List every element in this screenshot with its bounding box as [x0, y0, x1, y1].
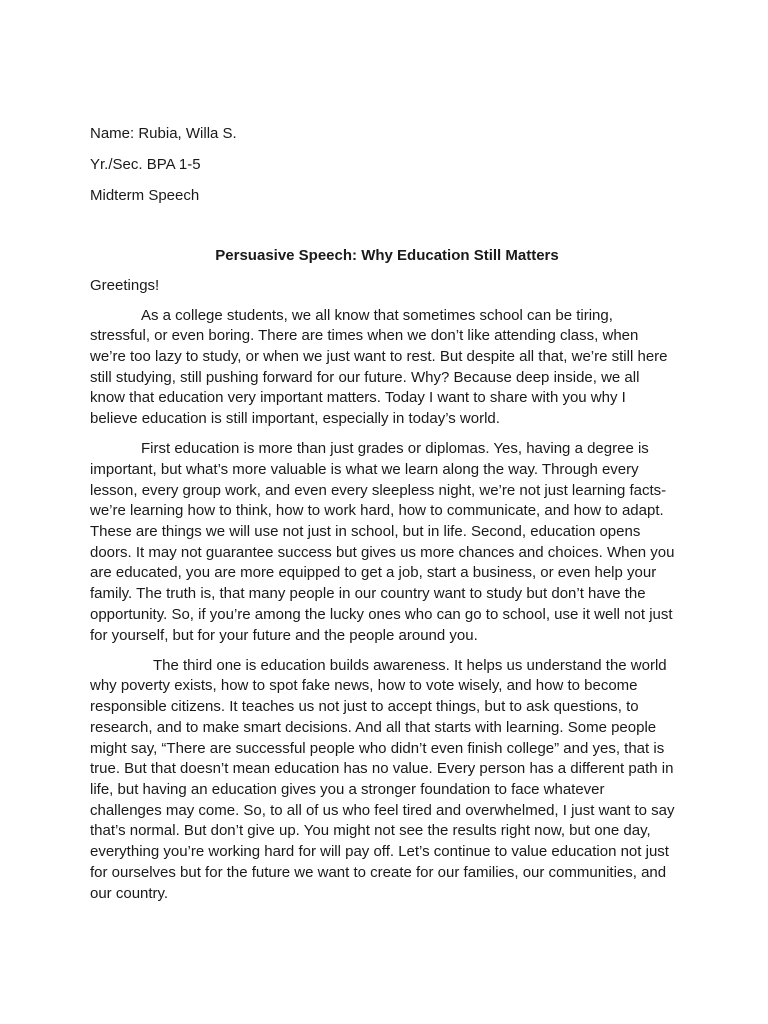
paragraph-line: The third one is education builds awareness. It helps us understand the world [153, 656, 667, 674]
document-body [90, 124, 684, 914]
paragraph-line: opportunity. So, if you’re among the lucky ones who can go to school, use it well not just [90, 605, 673, 623]
paragraph-line: These are things we will use not just in school, but in life. Second, education opens [90, 523, 641, 541]
paragraph-line: why poverty exists, how to spot fake news, how to vote wisely, and how to become [90, 677, 638, 695]
paragraph-line: might say, “There are successful people who didn’t even finish college” and yes, that is [90, 739, 665, 757]
paragraph-line: our country. [90, 884, 169, 902]
student-name: Name: Rubia, Willa S. [90, 125, 237, 142]
paragraph-line: know that education very important matters. Today I want to share with you why I [90, 389, 626, 407]
paragraph-line: we’re too lazy to study, or when we just want to rest. But despite all that, we’re still here [90, 347, 668, 365]
paragraph-line: research, and to make smart decisions. And all that starts with learning. Some people [90, 718, 657, 736]
paragraph-line: challenges may come. So, to all of us who feel tired and overwhelmed, I just want to say [90, 801, 675, 819]
paragraph-line: stressful, or even boring. There are times when we don’t like attending class, when [90, 327, 639, 345]
paragraph-line: family. The truth is, that many people in our country want to study but don’t have the [90, 585, 646, 603]
paragraph-first-second [90, 439, 684, 646]
paragraph-third [90, 656, 684, 904]
paragraph-line: As a college students, we all know that sometimes school can be tiring, [141, 306, 613, 324]
year-section: Yr./Sec. BPA 1-5 [90, 156, 201, 174]
paragraph-line: for yourself, but for your future and the people around you. [90, 626, 478, 644]
paragraph-line: lesson, every group work, and even every sleepless night, we’re not just learning facts- [90, 481, 667, 499]
speech-title: Persuasive Speech: Why Education Still Matters [215, 247, 559, 265]
paragraph-line: life, but having an education gives you a stronger foundation to face whatever [90, 780, 605, 798]
paragraph-line: that’s normal. But don’t give up. You might not see the results right now, but one day, [90, 822, 651, 840]
paragraph-line: are educated, you are more equipped to get a job, start a business, or even help your [90, 564, 657, 582]
paragraph-line: still studying, still pushing forward for our future. Why? Because deep inside, we all [90, 368, 640, 386]
paragraph-line: responsible citizens. It teaches us not just to accept things, but to ask questions, to [90, 698, 639, 716]
paragraph-line: believe education is still important, especially in today’s world. [90, 410, 500, 428]
paragraph-line: for ourselves but for the future we want to create for our families, our communities, and [90, 863, 667, 881]
paragraph-line: true. But that doesn’t mean education has no value. Every person has a different path in [90, 760, 674, 778]
paragraph-line: everything you’re working hard for will pay off. Let’s continue to value education not just [90, 843, 669, 861]
paragraph-line: important, but what’s more valuable is what we learn along the way. Through every [90, 460, 639, 478]
greeting: Greetings! [90, 276, 160, 294]
paragraph-line: First education is more than just grades or diplomas. Yes, having a degree is [141, 440, 649, 458]
paragraph-line: doors. It may not guarantee success but gives us more chances and choices. When you [90, 543, 675, 561]
paragraph-intro [90, 306, 684, 430]
speech-type: Midterm Speech [90, 187, 200, 205]
paragraph-line: we’re learning how to think, how to work hard, how to communicate, and how to adapt. [90, 502, 664, 520]
